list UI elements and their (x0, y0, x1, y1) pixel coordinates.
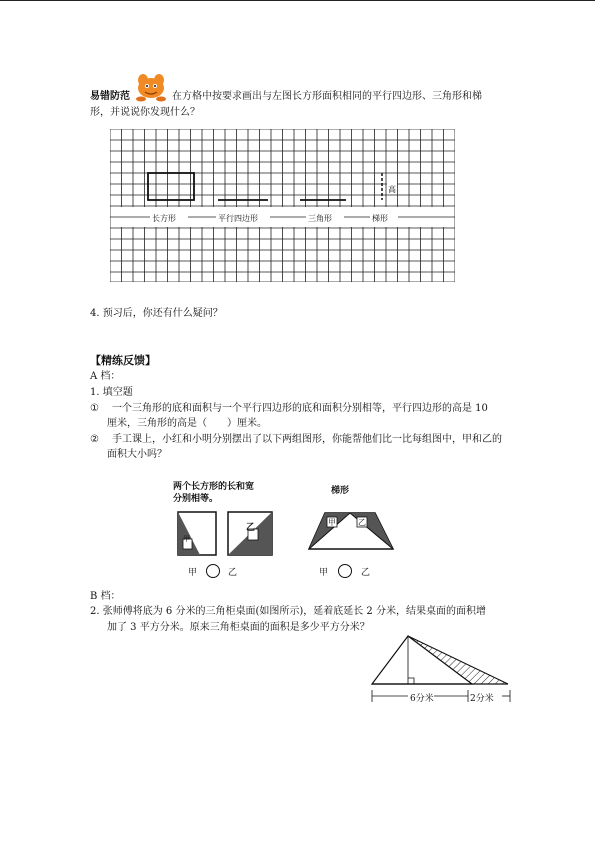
page-top-rule (0, 0, 595, 1)
rect-fig-caption-1: 两个长方形的长和宽 (173, 482, 255, 492)
level-b-label: B 档： (90, 591, 121, 602)
compare-blank-circle[interactable] (206, 564, 220, 578)
rect-compare-left: 甲 (188, 568, 198, 578)
trapezoid-drawing (305, 511, 397, 551)
q2-line-2: 加了 3 平方分米。原来三角柜桌面的面积是多少平方分米？ (107, 622, 370, 633)
rect-fig-caption-2: 分别相等。 (173, 494, 219, 504)
trap-fig-caption: 梯形 (331, 486, 350, 496)
q2-line-1: 2. 张师傅将底为 6 分米的三角柜桌面(如图所示)，延着底延长 2 分米，结果桌面的面积增 (90, 606, 486, 617)
grid-lines (110, 129, 455, 282)
q1a-number: ① (90, 403, 99, 414)
trap-label-a: 甲 (328, 518, 336, 527)
orange-cartoon-mascot-icon (133, 72, 169, 102)
feedback-title: 【精练反馈】 (90, 354, 156, 367)
rectangles-figure (170, 477, 282, 580)
label-triangle: 三角形 (308, 214, 332, 223)
given-rectangle (148, 173, 194, 200)
rect-compare-right: 乙 (228, 568, 238, 578)
trapezoid-figure (305, 477, 397, 580)
question-4: 4. 预习后，你还有什么疑问？ (90, 308, 223, 319)
height-label: 高 (388, 185, 396, 194)
label-rectangle: 长方形 (152, 214, 176, 223)
dim-left-label: 6分米 (410, 694, 434, 704)
rect-label-b: 乙 (246, 523, 256, 533)
q1b-number: ② (90, 434, 99, 445)
compare-blank-circle[interactable] (338, 564, 352, 578)
mistake-prevention-tag: 易错防范 (90, 91, 130, 102)
task-line-2: 形，并说说你发现什么？ (90, 107, 200, 118)
q1a-line-2: 厘米，三角形的高是（ ）厘米。 (107, 418, 267, 429)
trap-label-b: 乙 (358, 518, 366, 527)
q1a-line-1: 一个三角形的底和面积与一个平行四边形的底和面积分别相等，平行四边形的高是 10 (112, 403, 488, 414)
trap-compare-right: 乙 (361, 568, 371, 578)
q1b-line-2: 面积大小吗？ (107, 449, 167, 460)
level-a-label: A 档： (90, 371, 121, 382)
rect-label-a: 甲 (183, 535, 190, 543)
q1b-line-1: 手工课上，小红和小明分别摆出了以下两组图形，你能帮他们比一比每组图中，甲和乙的 (112, 434, 502, 445)
dim-right-label: 2分米 (470, 694, 494, 704)
drawing-grid (110, 129, 455, 282)
trap-compare-left: 甲 (319, 568, 329, 578)
q1-title: 1. 填空题 (90, 387, 133, 398)
label-trapezoid: 梯形 (372, 214, 388, 223)
task-line-1: 在方格中按要求画出与左图长方形面积相同的平行四边形、三角形和梯 (172, 91, 482, 102)
label-parallelogram: 平行四边形 (218, 214, 258, 223)
